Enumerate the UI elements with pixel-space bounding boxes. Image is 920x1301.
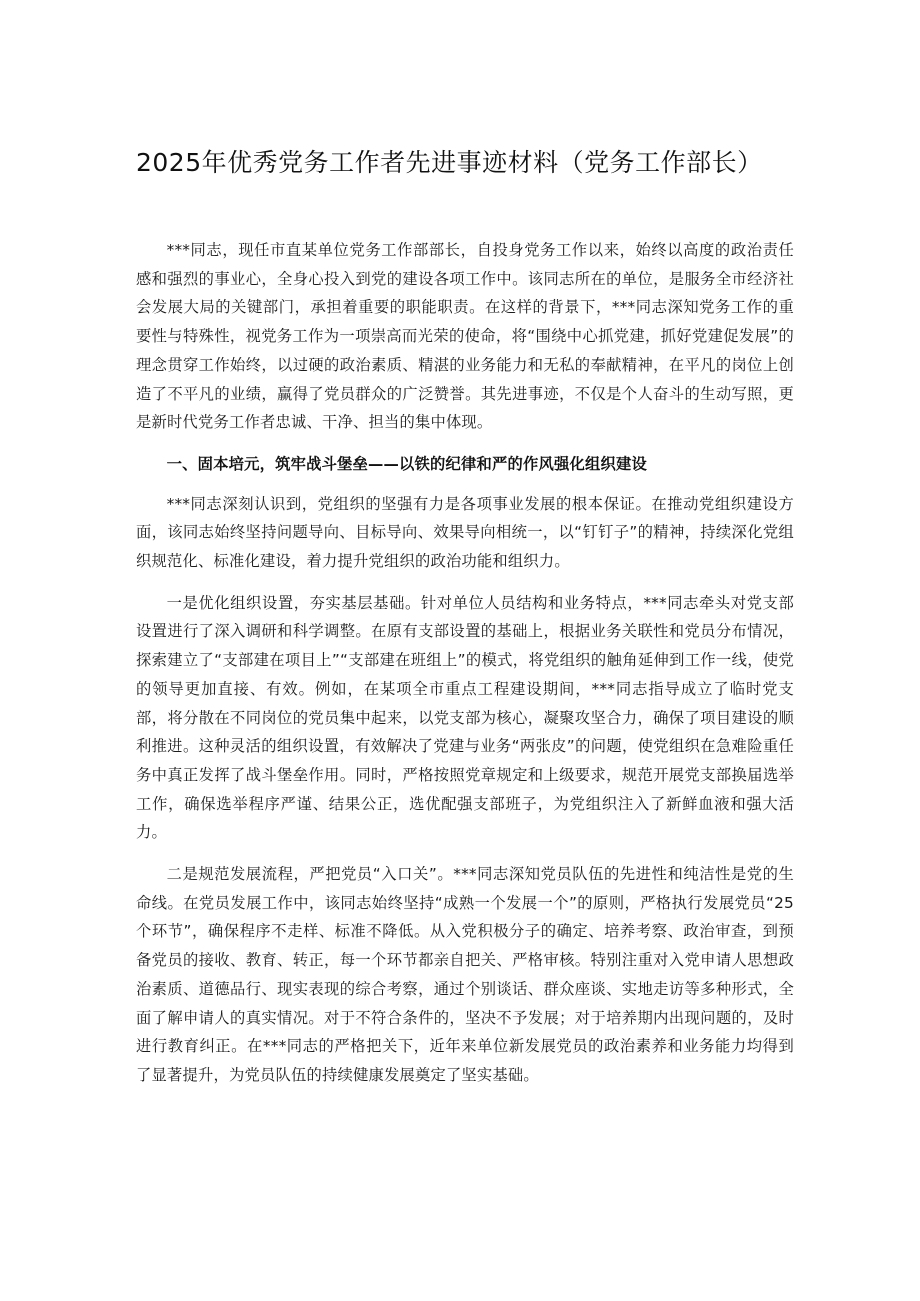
section-1-paragraph: ***同志深刻认识到，党组织的坚强有力是各项事业发展的根本保证。在推动党组织建设方面，该同志始终坚持问题导向、目标导向、效果导向相统一，以“钉钉子”的精神，持续深化党组织规范化、标准化建设，着力提升党组织的政治功能和组织力。 [136,494,794,571]
section-1-heading: 一、固本培元，筑牢战斗堡垒——以铁的纪律和严的作风强化组织建设 [166,454,647,473]
section-1-point-2-paragraph: 二是规范发展流程，严把党员“入口关”。***同志深知党员队伍的先进性和纯洁性是党的生命线。在党员发展工作中，该同志始终坚持“成熟一个发展一个”的原则，严格执行发展党员“25个环节”，确保程序不走样、标准不降低。从入党积极分子的确定、培养考察、政治审查，到预备党员的接收、教育、转正，每一个环节都亲自把关、严格审核。特别注重对入党申请人思想政治素质、道德品行、现实表现的综合考察，通过个别谈话、群众座谈、实地走访等多种形式，全面了解申请人的真实情况。对于不符合条件的，坚决不予发展；对于培养期内出现问题的，及时进行教育纠正。在***同志的严格把关下，近年来单位新发展党员的政治素养和业务能力均得到了显著提升，为党员队伍的持续健康发展奠定了坚实基础。 [136,865,794,1084]
document-body [136,236,794,1103]
intro-paragraph: ***同志，现任市直某单位党务工作部部长，自投身党务工作以来，始终以高度的政治责任感和强烈的事业心，全身心投入到党的建设各项工作中。该同志所在的单位，是服务全市经济社会发展大局的关键部门，承担着重要的职能职责。在这样的背景下，***同志深知党务工作的重要性与特殊性，视党务工作为一项崇高而光荣的使命，将“围绕中心抓党建，抓好党建促发展”的理念贯穿工作始终，以过硬的政治素质、精湛的业务能力和无私的奉献精神，在平凡的岗位上创造了不平凡的业绩，赢得了党员群众的广泛赞誉。其先进事迹，不仅是个人奋斗的生动写照，更是新时代党务工作者忠诚、干净、担当的集中体现。 [136,241,794,432]
document-title: 2025年优秀党务工作者先进事迹材料（党务工作部长） [136,148,763,177]
section-1-point-1-paragraph: 一是优化组织设置，夯实基层基础。针对单位人员结构和业务特点，***同志牵头对党支部设置进行了深入调研和科学调整。在原有支部设置的基础上，根据业务关联性和党员分布情况，探索建立了“支部建在项目上”“支部建在班组上”的模式，将党组织的触角延伸到工作一线，使党的领导更加直接、有效。例如，在某项全市重点工程建设期间，***同志指导成立了临时党支部，将分散在不同岗位的党员集中起来，以党支部为核心，凝聚攻坚合力，确保了项目建设的顺利推进。这种灵活的组织设置，有效解决了党建与业务“两张皮”的问题，使党组织在急难险重任务中真正发挥了战斗堡垒作用。同时，严格按照党章规定和上级要求，规范开展党支部换届选举工作，确保选举程序严谨、结果公正，选优配强支部班子，为党组织注入了新鲜血液和强大活力。 [136,593,794,842]
